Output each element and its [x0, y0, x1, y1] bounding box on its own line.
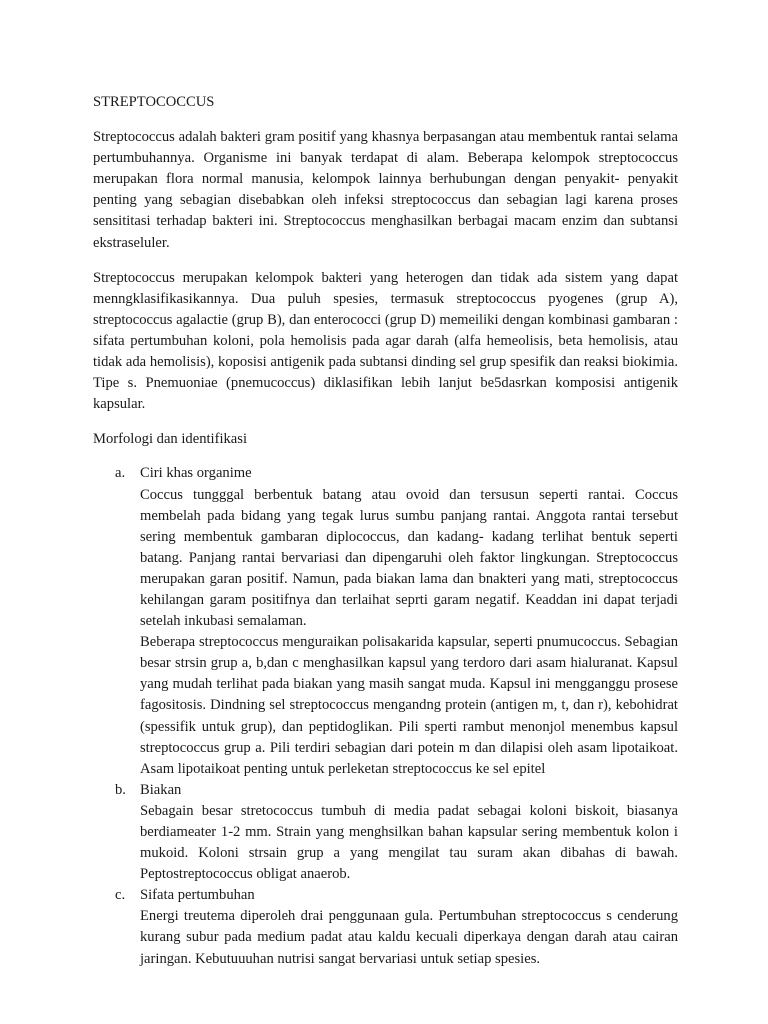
- list-item-sifata-pertumbuhan: [93, 885, 678, 969]
- list-item-biakan: [93, 780, 678, 885]
- list-item-paragraph: Coccus tungggal berbentuk batang atau ovoid dan tersusun seperti rantai. Coccus membelah pada bidang yang tegak lurus sumbu panjang rantai. Anggota rantai tersebut sering membentuk gambaran diplococcus, dan kadang- kadang terlihat bentuk seperti batang. Panjang rantai bervariasi dan dipengaruhi oleh faktor lingkungan. Streptococcus merupakan garan positif. Namun, pada biakan lama dan bnakteri yang mati, streptococcus kehilangan garam positifnya dan terlaihat seprti garam negatif. Keaddan ini dapat terjadi setelah inkubasi semalaman.: [140, 486, 678, 630]
- document-title: STREPTOCOCCUS: [93, 94, 215, 110]
- document-body: [93, 92, 678, 970]
- list-marker: a.: [115, 465, 126, 482]
- morphology-list: [93, 463, 678, 969]
- list-item-paragraph: Energi treutema diperoleh drai penggunaan gula. Pertumbuhan streptococcus s cenderung kurang subur pada medium padat atau kaldu kecuali diperkaya dengan darah atau cairan jaringan. Kebutuuuhan nutrisi sangat bervariasi untuk setiap spesies.: [140, 908, 678, 967]
- list-item-paragraph: Sebagain besar stretococcus tumbuh di media padat sebagai koloni biskoit, biasanya berdiameater 1-2 mm. Strain yang menghsilkan bahan kapsular sering membentuk kolon i mukoid. Koloni strsain grup a yang mengilat tau suram akan dibahas di bawah. Peptostreptococcus obligat anaerob.: [140, 802, 678, 883]
- list-item-title: Ciri khas organime: [140, 465, 252, 482]
- list-item-title: Biakan: [140, 781, 182, 798]
- intro-paragraph-2: Streptococcus merupakan kelompok bakteri yang heterogen dan tidak ada sistem yang dapat menngklasifikasikannya. Dua puluh spesies, termasuk streptococcus pyogenes (grup A), streptococcus agalactie (grup B), dan enterococci (grup D) memeiliki dengan kombinasi gambaran : sifata pertumbuhan koloni, pola hemolisis pada agar darah (alfa hemeolisis, beta hemolisis, atau tidak ada hemolisis), koposisi antigenik pada subtansi dinding sel grup spesifik dan reaksi biokimia. Tipe s. Pnemuoniae (pnemucoccus) diklasifikan lebih lanjut be5dasrkan komposisi antigenik kapsular.: [93, 269, 678, 413]
- list-item-ciri-khas: [93, 463, 678, 779]
- section-heading: Morfologi dan identifikasi: [93, 431, 248, 448]
- list-marker: b.: [115, 781, 126, 798]
- list-item-paragraph: Beberapa streptococcus menguraikan polisakarida kapsular, seperti pnumucoccus. Sebagian besar strsin grup a, b,dan c menghasilkan kapsul yang terdoro dari asam hialuranat. Kapsul yang mudah terlihat pada biakan yang masih sangat muda. Kapsul ini mengganggu prosese fagositosis. Dindning sel streptococcus mengandng protein (antigen m, t, dan r), kebohidrat (spessifik untuk grup), dan peptidoglikan. Pili sperti rambut menonjol menembus kapsul streptococcus grup a. Pili terdiri sebagian dari potein m dan dilapisi oleh asam lipotaikoat. Asam lipotaikoat penting untuk perleketan streptococcus ke sel epitel: [140, 634, 678, 777]
- list-marker: c.: [115, 887, 126, 904]
- list-item-title: Sifata pertumbuhan: [140, 887, 255, 904]
- intro-paragraph-1: Streptococcus adalah bakteri gram positif yang khasnya berpasangan atau membentuk rantai selama pertumbuhannya. Organisme ini banyak terdapat di alam. Beberapa kelompok streptococcus merupakan flora normal manusia, kelompok lainnya berhubungan dengan penyakit- penyakit penting yang sebagian disebabkan oleh infeksi streptococcus dan sebagian lagi karena proses sensititasi terhadap bakteri ini. Streptococcus menghasilkan berbagai macam enzim dan subtansi ekstraseluler.: [93, 129, 678, 251]
